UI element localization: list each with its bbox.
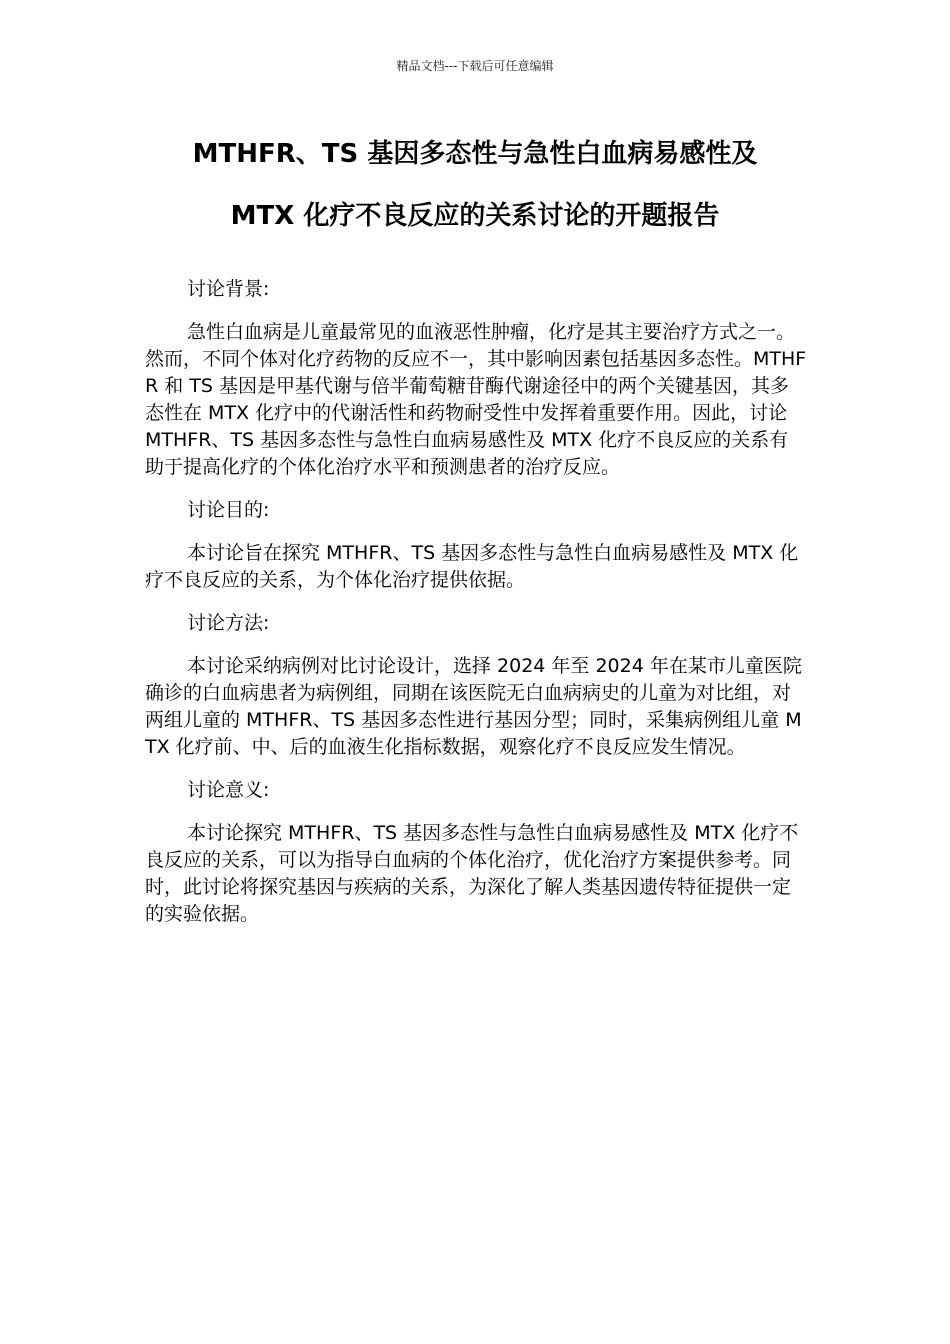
section-heading-significance: 讨论意义: <box>187 779 270 801</box>
section-heading-method: 讨论方法: <box>187 612 270 634</box>
title-line-1: MTHFR、TS 基因多态性与急性白血病易感性及 <box>192 139 758 169</box>
section-heading-purpose: 讨论目的: <box>187 499 270 521</box>
section-body-purpose: 本讨论旨在探究 MTHFR、TS 基因多态性与急性白血病易感性及 MTX 化疗不良反应的关系，为个体化治疗提供依据。 <box>145 542 799 591</box>
header-note: 精品文档---下载后可任意编辑 <box>396 59 554 73</box>
section-body-method: 本讨论采纳病例对比讨论设计，选择 2024 年至 2024 年在某市儿童医院确诊的白血病患者为病例组，同期在该医院无白血病病史的儿童为对比组，对两组儿童的 MTHFR、TS 基因多态性进行基因分型；同时，采集病例组儿童 MTX 化疗前、中、后的血液生化指标数据，观察化疗不良反应发生情况。 <box>145 655 802 758</box>
section-body-significance: 本讨论探究 MTHFR、TS 基因多态性与急性白血病易感性及 MTX 化疗不良反应的关系，可以为指导白血病的个体化治疗，优化治疗方案提供参考。同时，此讨论将探究基因与疾病的关系，为深化了解人类基因遗传特征提供一定的实验依据。 <box>145 822 799 925</box>
section-heading-background: 讨论背景: <box>187 278 270 300</box>
title-line-2: MTX 化疗不良反应的关系讨论的开题报告 <box>230 201 720 231</box>
section-body-background: 急性白血病是儿童最常见的血液恶性肿瘤，化疗是其主要治疗方式之一。然而，不同个体对化疗药物的反应不一，其中影响因素包括基因多态性。MTHFR 和 TS 基因是甲基代谢与倍半葡萄糖苷酶代谢途径中的两个关键基因，其多态性在 MTX 化疗中的代谢活性和药物耐受性中发挥着重要作用。因此，讨论 MTHFR、TS 基因多态性与急性白血病易感性及 MTX 化疗不良反应的关系有助于提高化疗的个体化治疗水平和预测患者的治疗反应。 <box>145 321 807 478</box>
document-body <box>145 276 807 944</box>
document-title <box>100 132 850 256</box>
